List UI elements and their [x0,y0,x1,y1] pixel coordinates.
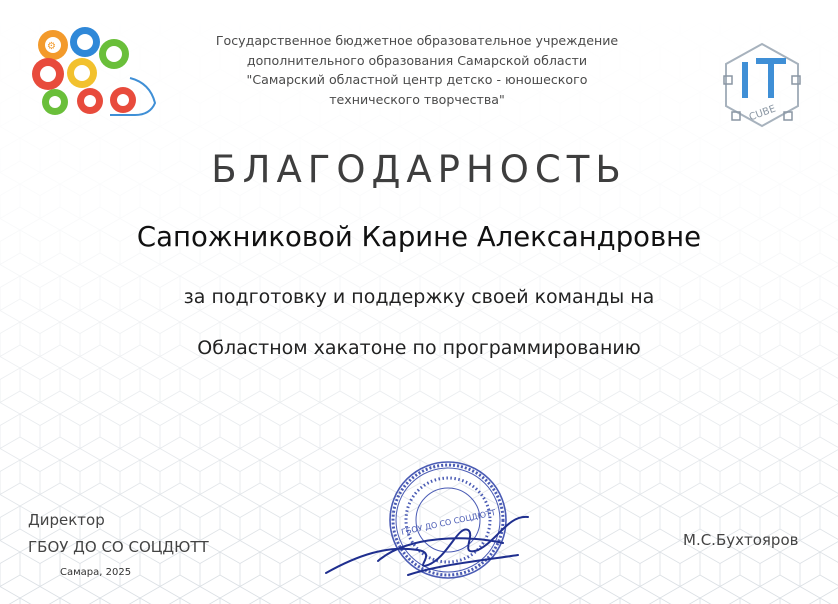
place-and-year: Самара, 2025 [60,567,132,578]
reason-line: за подготовку и поддержку своей команды на [183,286,655,308]
header-line: технического творчества" [329,91,505,107]
header-line: "Самарский областной центр детско - юношеского [246,72,588,87]
director-title: Директор [28,511,105,529]
it-cube-logo [720,40,805,130]
gear-icon [110,87,136,113]
logo-cube-text: CUBE [747,103,778,124]
director-organization: ГБОУ ДО СО СОЦДЮТТ [28,538,209,556]
certificate-title: БЛАГОДАРНОСТЬ [211,148,627,191]
gear-icon [99,39,129,69]
handwritten-signature [318,495,538,585]
stamp-center-text: ГБОУ ДО СО СОЦДЮТТ [400,508,497,537]
gear-icon [67,58,97,88]
gear-icon [32,58,64,90]
recipient-name: Сапожниковой Карине Александровне [136,221,702,253]
gear-icon [70,27,100,57]
reason-line: Областном хакатоне по программированию [197,337,641,359]
signer-name: М.С.Бухтояров [683,531,799,549]
gear-icon [42,89,68,115]
header-line: Государственное бюджетное образовательное учреждение [215,33,619,48]
gear-icon [38,30,68,60]
header-line: дополнительного образования Самарской области [246,52,588,68]
institution-header [150,31,684,109]
gears-logo [20,18,160,123]
svg-text:⚙: ⚙ [47,41,56,52]
gear-icon [77,88,103,114]
